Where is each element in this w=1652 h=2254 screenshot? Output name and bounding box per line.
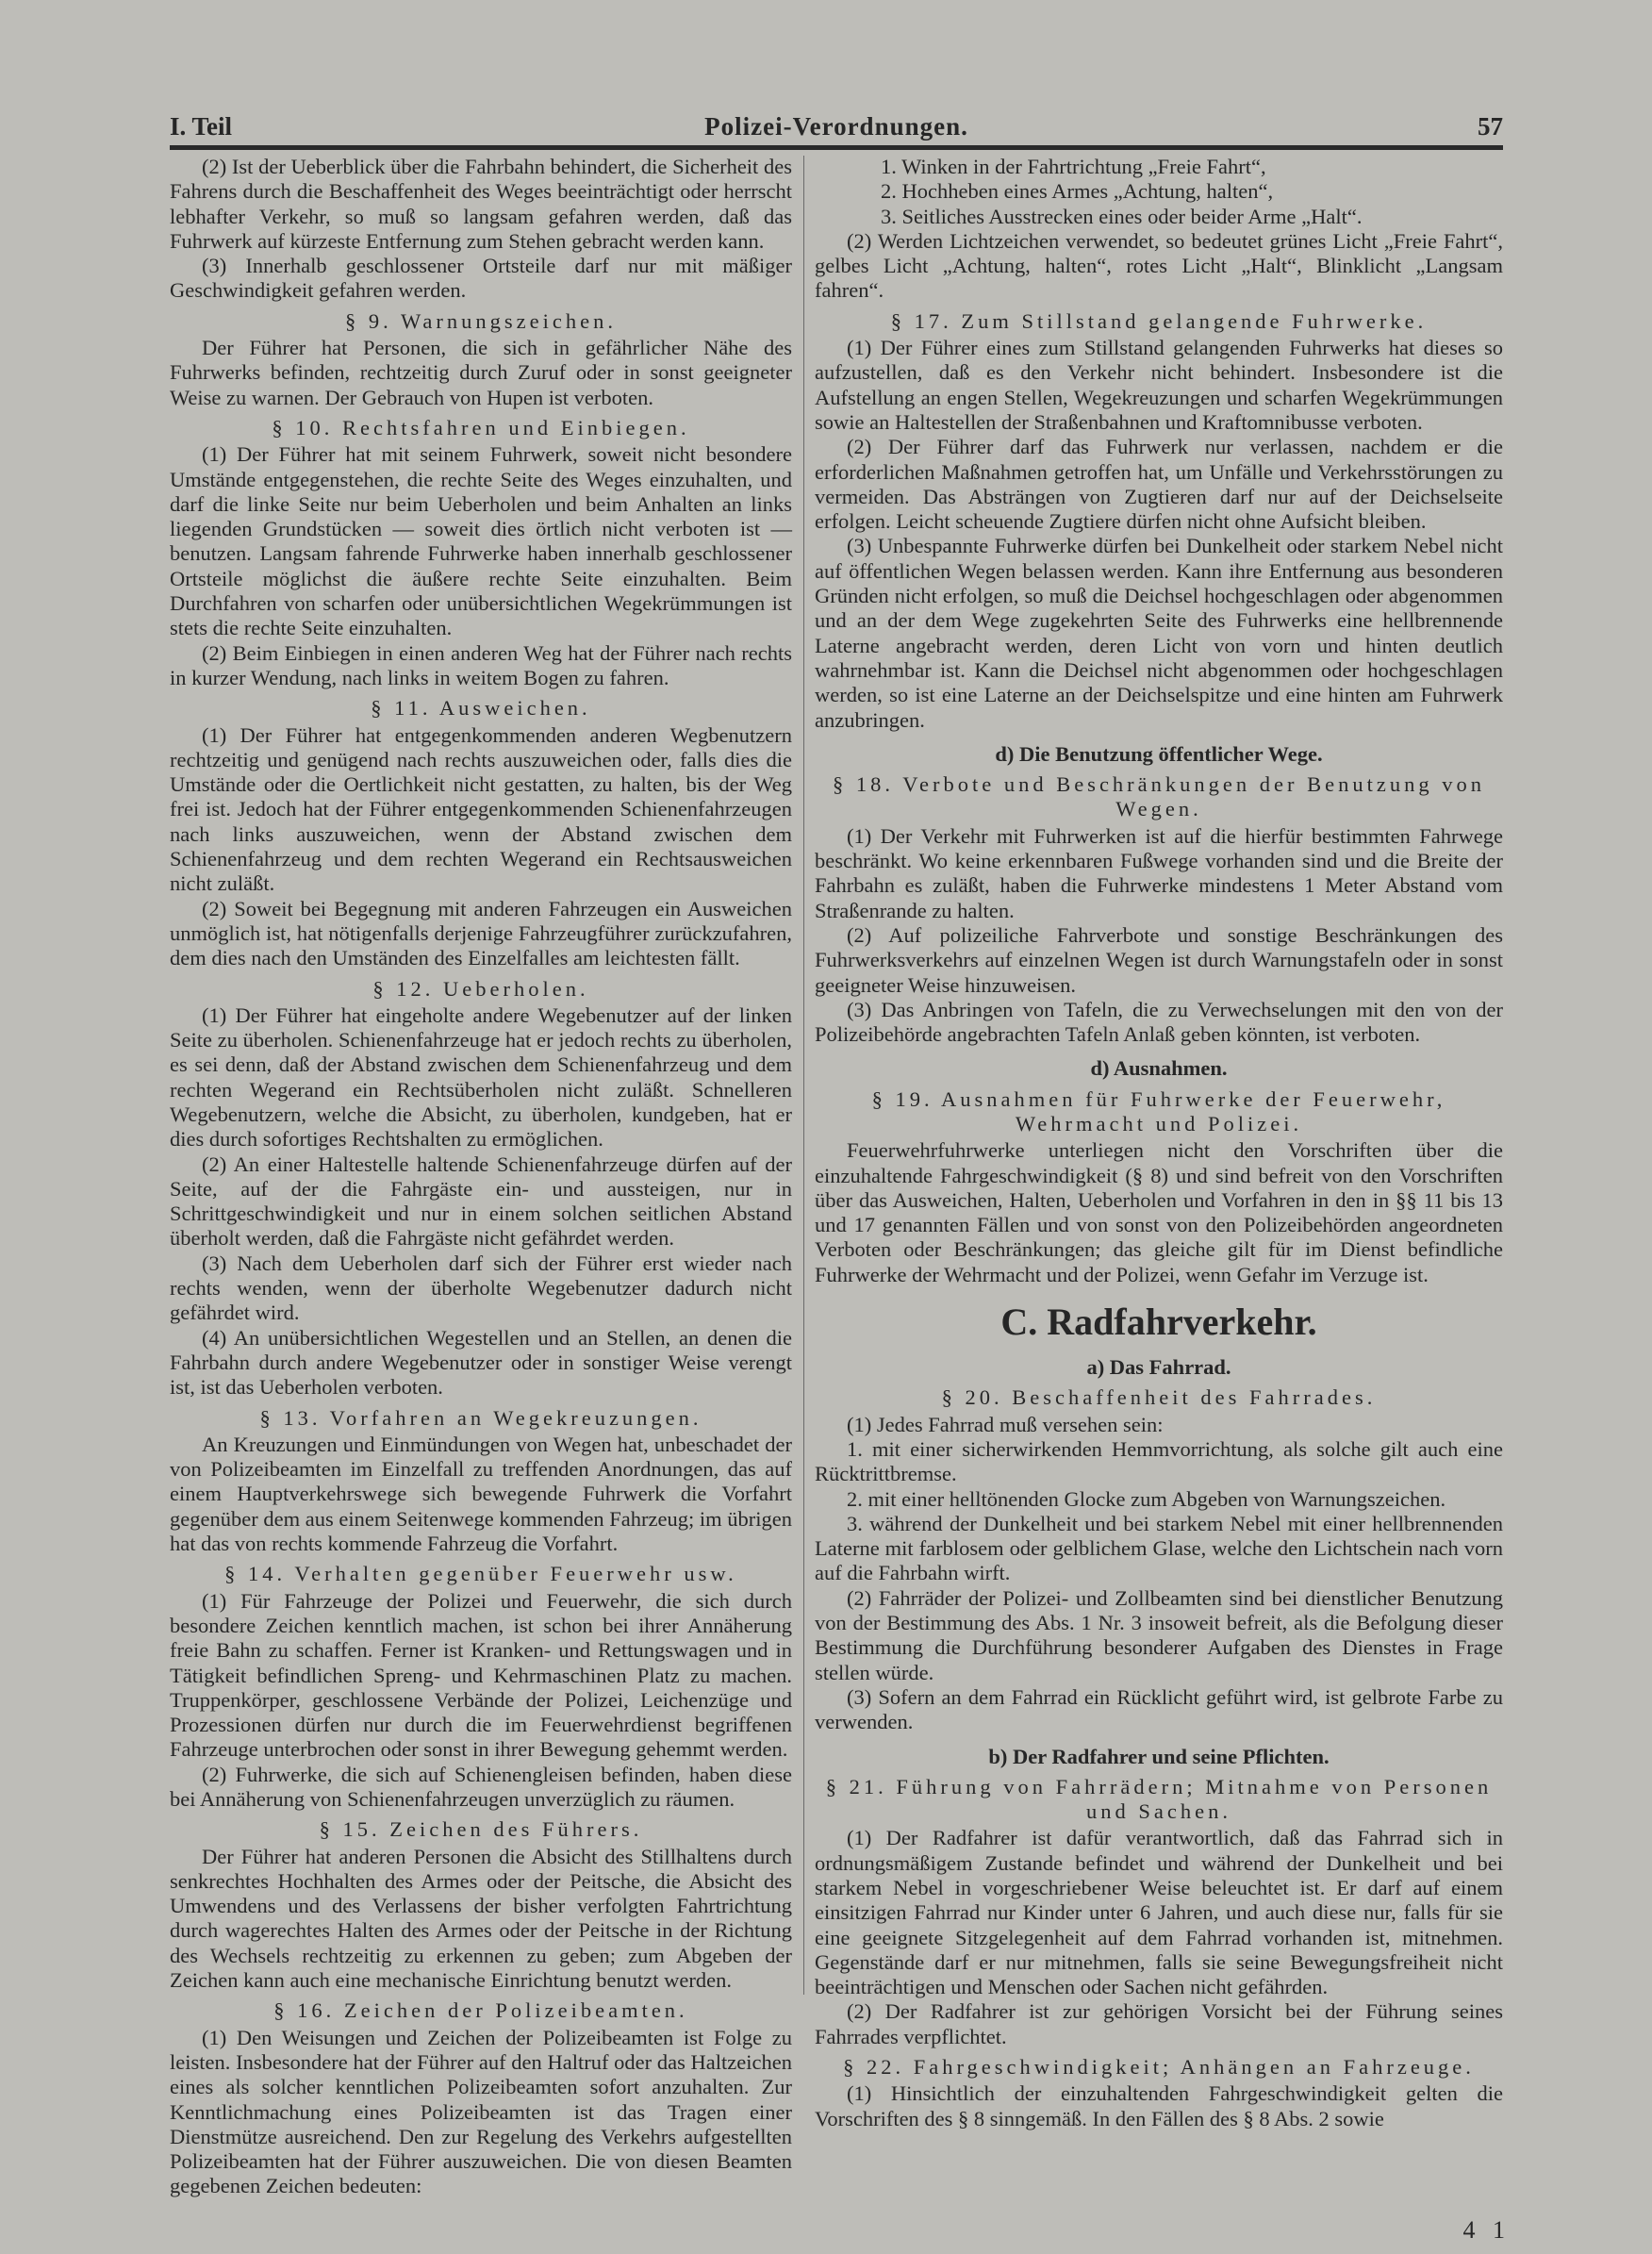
paragraph: (2) Werden Lichtzeichen verwendet, so bedeutet grünes Licht „Freie Fahrt“, gelbes Licht „Achtung, halten“, rotes Licht „Halt“, Blinklicht „Langsam fahren“. bbox=[815, 228, 1503, 303]
page-number: 57 bbox=[1478, 112, 1503, 141]
subsection-heading: b) Der Radfahrer und seine Pflichten. bbox=[988, 1744, 1330, 1768]
paragraph: (1) Der Führer hat mit seinem Fuhrwerk, soweit nicht besondere Umstände entgegenstehen, die rechte Seite des Weges einzuhalten, und darf die linke Seite nur beim Ueberholen und beim Anhalten an links liegenden Grundstücken — soweit dies örtlich nicht verboten ist — benutzen. Langsam fahrende Fuhrwerke haben innerhalb geschlossener Ortsteile möglichst die äußere rechte Seite einzuhalten. Beim Durchfahren von scharfen oder unübersichtlichen Wegekrümmungen ist stets die rechte Seite einzuhalten. bbox=[170, 442, 792, 640]
paragraph: (3) Sofern an dem Fahrrad ein Rücklicht geführt wird, ist gelbrote Farbe zu verwenden. bbox=[815, 1684, 1503, 1734]
section-heading: § 12. Ueberholen. bbox=[372, 976, 589, 1001]
paragraph: (1) Hinsichtlich der einzuhaltenden Fahrgeschwindigkeit gelten die Vorschriften des § 8 sinngemäß. In den Fällen des § 8 Abs. 2 sowie bbox=[815, 2081, 1503, 2130]
list-item: 3. Seitliches Ausstrecken eines oder beider Arme „Halt“. bbox=[881, 204, 1363, 228]
running-header bbox=[170, 106, 1503, 150]
section-heading: § 19. Ausnahmen für Fuhrwerke der Feuerwehr, Wehrmacht und Polizei. bbox=[871, 1086, 1446, 1135]
paragraph: (1) Jedes Fahrrad muß versehen sein: bbox=[847, 1412, 1164, 1436]
paragraph: Feuerwehrfuhrwerke unterliegen nicht den Vorschriften über die einzuhaltende Fahrgeschwindigkeit (§ 8) und sind befreit von den Vorschriften über das Ausweichen, Halten, Ueberholen und Vorfahren in den in §§ 11 bis 13 und 17 genannten Fällen und von sonst von den Polizeibehörden angeordneten Verboten oder Beschränkungen; das gleiche gilt für im Dienst befindliche Fuhrwerke der Wehrmacht und der Polizei, wenn Gefahr im Verzuge ist. bbox=[815, 1138, 1503, 1286]
paragraph: (2) Der Führer darf das Fuhrwerk nur verlassen, nachdem er die erforderlichen Maßnahmen getroffen hat, um Unfälle und Verkehrsstörungen zu vermeiden. Das Absträngen von Zugtieren darf nur auf der Deichselseite erfolgen. Leicht scheuende Zugtiere dürfen nicht ohne Aufsicht bleiben. bbox=[815, 435, 1503, 534]
left-column bbox=[170, 155, 792, 2199]
section-heading: § 18. Verbote und Beschränkungen der Benutzung von Wegen. bbox=[833, 772, 1485, 821]
section-heading: § 20. Beschaffenheit des Fahrrades. bbox=[941, 1385, 1377, 1410]
paragraph: (2) Fahrräder der Polizei- und Zollbeamten sind bei dienstlicher Benutzung von der Bestimmung des Abs. 1 Nr. 3 insoweit befreit, als die Befolgung dieser Bestimmung die Durchführung besonderer Aufgaben des Dienstes in Frage stellen würde. bbox=[815, 1585, 1503, 1684]
paragraph: (2) Der Radfahrer ist zur gehörigen Vorsicht bei der Führung seines Fahrrades verpflichtet. bbox=[815, 1999, 1503, 2048]
paragraph: (2) An einer Haltestelle haltende Schienenfahrzeuge dürfen auf der Seite, auf der die Fahrgäste ein- und aussteigen, nur in Schrittgeschwindigkeit und nur in einem solchen seitlichen Abstand überholt werden, daß die Fahrgäste nicht gefährdet werden. bbox=[170, 1152, 792, 1251]
subsection-heading: d) Die Benutzung öffentlicher Wege. bbox=[995, 741, 1323, 766]
paragraph: Der Führer hat Personen, die sich in gefährlicher Nähe des Fuhrwerks befinden, rechtzeitig durch Zuruf oder in sonst geeigneter Weise zu warnen. Der Gebrauch von Hupen ist verboten. bbox=[170, 336, 792, 409]
list-item: 1. Winken in der Fahrtrichtung „Freie Fahrt“, bbox=[881, 155, 1266, 178]
column-divider bbox=[803, 156, 804, 1995]
paragraph: (2) Fuhrwerke, die sich auf Schienengleisen befinden, haben diese bei Annäherung von Schienenfahrzeugen unverzüglich zu räumen. bbox=[170, 1762, 792, 1811]
paragraph: (2) Ist der Ueberblick über die Fahrbahn behindert, die Sicherheit des Fahrens durch die Beschaffenheit des Weges beeinträchtigt oder herrscht lebhafter Verkehr, so muß so langsam gefahren werden, daß das Fuhrwerk auf kürzeste Entfernung zum Stehen gebracht werden kann. bbox=[170, 155, 792, 253]
section-heading: § 17. Zum Stillstand gelangende Fuhrwerke. bbox=[890, 308, 1428, 333]
right-column bbox=[815, 155, 1503, 2131]
subsection-heading: d) Ausnahmen. bbox=[1090, 1056, 1228, 1081]
paragraph: Der Führer hat anderen Personen die Absicht des Stillhaltens durch senkrechtes Hochhalten des Armes oder der Peitsche, die Absicht des Umwendens und des Verlassens der bisher verfolgten Fahrtrichtung durch wagerechtes Halten des Armes oder der Peitsche in der Richtung des Wechsels rechtzeitig zu erkennen zu geben; zum Abgeben der Zeichen kann auch eine mechanische Einrichtung benutzt werden. bbox=[170, 1844, 792, 1993]
paragraph: (2) Soweit bei Begegnung mit anderen Fahrzeugen ein Ausweichen unmöglich ist, hat nötigenfalls derjenige Fahrzeugführer zurückzufahren, dem dies nach den Umständen des Einzelfalles am leichtesten fällt. bbox=[170, 896, 792, 970]
paragraph: (1) Der Verkehr mit Fuhrwerken ist auf die hierfür bestimmten Fahrwege beschränkt. Wo keine erkennbaren Fußwege vorhanden sind und die Breite der Fahrbahn es zuläßt, haben die Fuhrwerke mindestens 1 Meter Abstand vom Straßenrande zu halten. bbox=[815, 823, 1503, 922]
part-label: I. Teil bbox=[170, 112, 233, 141]
running-title: Polizei-Verordnungen. bbox=[704, 112, 968, 141]
paragraph: (2) Beim Einbiegen in einen anderen Weg hat der Führer nach rechts in kurzer Wendung, nach links in weitem Bogen zu fahren. bbox=[170, 640, 792, 689]
paragraph: 1. mit einer sicherwirkenden Hemmvorrichtung, als solche gilt auch eine Rücktrittbremse. bbox=[815, 1436, 1503, 1486]
paragraph: (2) Auf polizeiliche Fahrverbote und sonstige Beschränkungen des Fuhrwerksverkehrs auf einzelnen Wegen ist durch Warnungstafeln oder in sonst geeigneter Weise hinzuweisen. bbox=[815, 922, 1503, 997]
paragraph: (1) Der Radfahrer ist dafür verantwortlich, daß das Fahrrad sich in ordnungsmäßigem Zustande befindet und während der Dunkelheit und bei starkem Nebel in vorgeschriebener Weise beleuchtet ist. Er darf auf einem einsitzigen Fahrrad nur Kinder unter 6 Jahren, und auch diese nur, falls für sie eine geeignete Sitzgelegenheit auf dem Fahrrad vorhanden ist, mitnehmen. Gegenstände darf er nur mitnehmen, falls sie seine Bewegungsfreiheit nicht beeinträchtigen und Menschen oder Sachen nicht gefährden. bbox=[815, 1826, 1503, 1999]
list-item: 2. Hochheben eines Armes „Achtung, halten“, bbox=[881, 179, 1274, 204]
paragraph: (3) Unbespannte Fuhrwerke dürfen bei Dunkelheit oder starkem Nebel nicht auf öffentlichen Wegen belassen werden. Kann ihre Entfernung aus besonderen Gründen nicht erfolgen, so muß die Deichsel hochgeschlagen oder abgenommen und an der dem Wege zugekehrten Seite des Fuhrwerks eine hellbrennende Laterne angebracht werden, deren Licht von vorn und hinten deutlich wahrnehmbar ist. Kann die Deichsel nicht abgenommen oder hochgeschlagen werden, so ist eine Laterne an der Deichselspitze und eine hinten am Fuhrwerk anzubringen. bbox=[815, 534, 1503, 732]
section-heading: § 22. Fahrgeschwindigkeit; Anhängen an Fahrzeuge. bbox=[843, 2055, 1475, 2080]
paragraph: (3) Das Anbringen von Tafeln, die zu Verwechselungen mit den von der Polizeibehörde angebrachten Tafeln Anlaß geben könnten, ist verboten. bbox=[815, 997, 1503, 1047]
section-heading: § 13. Vorfahren an Wegekreuzungen. bbox=[259, 1405, 702, 1430]
paragraph: (4) An unübersichtlichen Wegestellen und an Stellen, an denen die Fahrbahn durch andere Wegebenutzer oder in sonstiger Weise verengt ist, ist das Ueberholen verboten. bbox=[170, 1325, 792, 1400]
paragraph: (1) Der Führer hat entgegenkommenden anderen Wegbenutzern rechtzeitig und genügend nach rechts auszuweichen oder, falls dies die Umstände oder die Oertlichkeit nicht gestatten, zu halten, bis der Weg frei ist. Jedoch hat der Führer entgegenkommenden Schienenfahrzeugen nach links auszuweichen, wenn der Abstand zwischen dem Schienenfahrzeug und dem rechten Wegerand ein Rechtsausweichen nicht zuläßt. bbox=[170, 722, 792, 896]
section-heading: § 9. Warnungszeichen. bbox=[345, 308, 617, 333]
section-heading: § 15. Zeichen des Führers. bbox=[319, 1817, 643, 1842]
section-heading: § 21. Führung von Fahrrädern; Mitnahme von Personen und Sachen. bbox=[825, 1774, 1493, 1824]
chapter-heading: C. Radfahrverkehr. bbox=[1000, 1301, 1317, 1344]
subsection-heading: a) Das Fahrrad. bbox=[1086, 1355, 1231, 1380]
section-heading: § 11. Ausweichen. bbox=[371, 696, 591, 721]
paragraph: (1) Der Führer eines zum Stillstand gelangenden Fuhrwerks hat dieses so aufzustellen, daß es den Verkehr nicht behindert. Insbesondere ist die Aufstellung an engen Stellen, Wegekreuzungen und scharfen Wegekrümmungen sowie an Haltestellen der Straßenbahnen und Kraftomnibusse verboten. bbox=[815, 336, 1503, 434]
paragraph: (3) Innerhalb geschlossener Ortsteile darf nur mit mäßiger Geschwindigkeit gefahren werden. bbox=[170, 254, 792, 303]
paragraph: An Kreuzungen und Einmündungen von Wegen hat, unbeschadet der von Polizeibeamten im Einzelfall zu treffenden Anordnungen, das auf einem Hauptverkehrswege sich bewegende Fuhrwerk die Vorfahrt gegenüber dem aus einem Seitenwege kommenden Fahrzeug; im übrigen hat das von rechts kommende Fahrzeug die Vorfahrt. bbox=[170, 1432, 792, 1556]
printer-signature: 4 1 bbox=[1462, 2216, 1511, 2244]
paragraph: (3) Nach dem Ueberholen darf sich der Führer erst wieder nach rechts wenden, wenn der überholte Wegebenutzer dadurch nicht gefährdet wird. bbox=[170, 1251, 792, 1325]
paragraph: 3. während der Dunkelheit und bei starkem Nebel mit einer hellbrennenden Laterne mit farblosem oder gelblichem Glase, welche den Lichtschein nach vorn auf die Fahrbahn wirft. bbox=[815, 1511, 1503, 1585]
paragraph: 2. mit einer helltönenden Glocke zum Abgeben von Warnungszeichen. bbox=[847, 1486, 1446, 1511]
section-heading: § 14. Verhalten gegenüber Feuerwehr usw. bbox=[224, 1562, 737, 1586]
paragraph: (1) Der Führer hat eingeholte andere Wegebenutzer auf der linken Seite zu überholen. Schienenfahrzeuge hat er jedoch rechts zu überholen, es sei denn, daß der Abstand zwischen dem Schienenfahrzeug und dem rechten Wegerand ein Rechtsüberholen nicht zuläßt. Schnelleren Wegebenutzern, welche die Absicht, zu überholen, kundgeben, hat er dies durch sofortiges Rechtshalten zu ermöglichen. bbox=[170, 1003, 792, 1152]
section-heading: § 10. Rechtsfahren und Einbiegen. bbox=[272, 415, 690, 439]
section-heading: § 16. Zeichen der Polizeibeamten. bbox=[273, 1998, 688, 2023]
paragraph: (1) Für Fahrzeuge der Polizei und Feuerwehr, die sich durch besondere Zeichen kenntlich machen, ist schon bei ihrer Annäherung freie Bahn zu schaffen. Ferner ist Kranken- und Rettungswagen und in Tätigkeit befindlichen Spreng- und Kehrmaschinen Platz zu machen. Truppenkörper, geschlossene Verbände der Polizei, Leichenzüge und Prozessionen dürfen nur durch die im Feuerwehrdienst begriffenen Fahrzeuge unterbrochen oder sonst in ihrer Bewegung gehemmt werden. bbox=[170, 1588, 792, 1762]
paragraph: (1) Den Weisungen und Zeichen der Polizeibeamten ist Folge zu leisten. Insbesondere hat der Führer auf den Haltruf oder das Haltzeichen eines als solcher kenntlichen Polizeibeamten sofort anzuhalten. Zur Kenntlichmachung eines Polizeibeamten ist das Tragen einer Dienstmütze ausreichend. Den zur Regelung des Verkehrs aufgestellten Polizeibeamten hat der Führer auszuweichen. Die von diesen Beamten gegebenen Zeichen bedeuten: bbox=[170, 2025, 792, 2198]
